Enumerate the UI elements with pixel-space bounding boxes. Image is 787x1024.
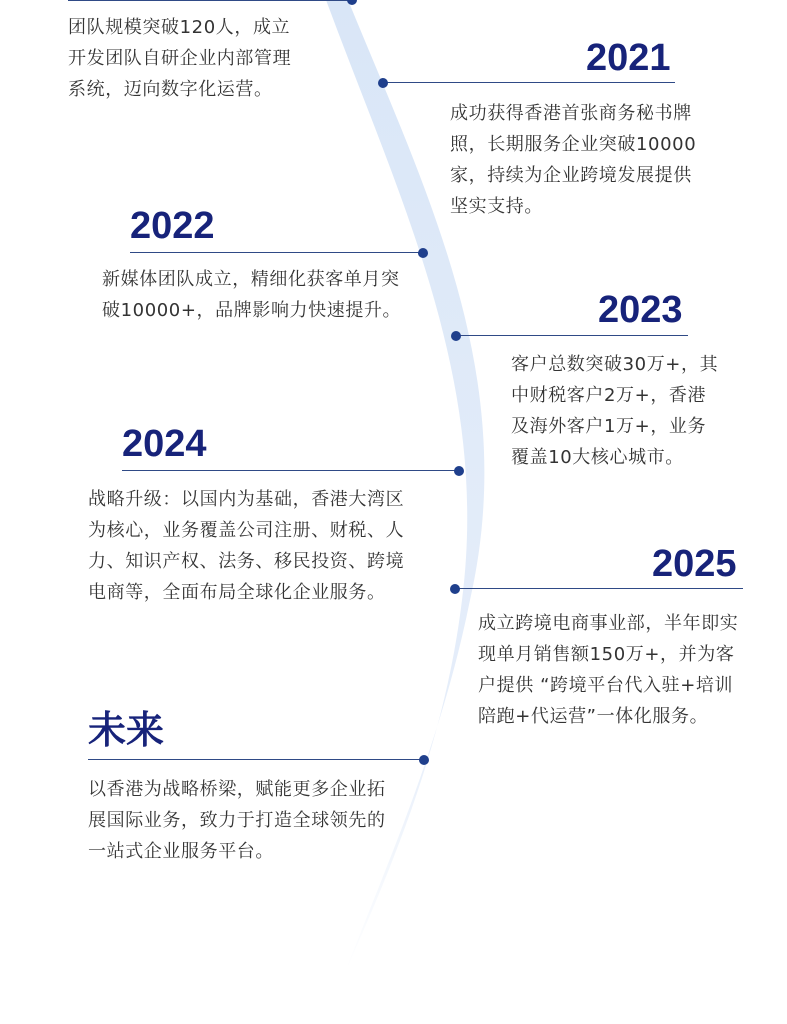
timeline-dot-future	[419, 755, 429, 765]
year-2025: 2025	[652, 543, 737, 585]
timeline-dot-2025	[450, 584, 460, 594]
timeline-rule-2021	[384, 82, 675, 83]
timeline-dot-2024	[454, 466, 464, 476]
timeline-dot-2021	[378, 78, 388, 88]
timeline-rule-future	[88, 759, 424, 760]
timeline-rule-2022	[130, 252, 423, 253]
timeline-rule-0	[68, 0, 352, 1]
timeline-rule-2024	[122, 470, 459, 471]
timeline-desc-0: 团队规模突破120人，成立开发团队自研企业内部管理系统，迈向数字化运营。	[68, 17, 292, 100]
year-2024: 2024	[122, 423, 207, 465]
timeline-rule-2023	[456, 335, 688, 336]
year-2021: 2021	[586, 37, 671, 79]
timeline-desc-future: 以香港为战略桥梁，赋能更多企业拓展国际业务，致力于打造全球领先的一站式企业服务平台。	[88, 779, 386, 862]
year-future: 未来	[88, 710, 165, 752]
timeline-dot-2023	[451, 331, 461, 341]
timeline-desc-2024: 战略升级：以国内为基础，香港大湾区为核心，业务覆盖公司注册、财税、人力、知识产权、法务、移民投资、跨境电商等，全面布局全球化企业服务。	[88, 489, 405, 603]
year-2023: 2023	[598, 289, 683, 331]
timeline-rule-2025	[455, 588, 743, 589]
timeline-dot-2022	[418, 248, 428, 258]
timeline-desc-2025: 成立跨境电商事业部，半年即实现单月销售额150万+，并为客户提供 “跨境平台代入驻+培训陪跑+代运营”一体化服务。	[478, 613, 739, 727]
timeline-desc-2022: 新媒体团队成立，精细化获客单月突破10000+，品牌影响力快速提升。	[102, 269, 402, 321]
year-2022: 2022	[130, 205, 215, 247]
timeline-desc-2023: 客户总数突破30万+，其中财税客户2万+，香港及海外客户1万+，业务覆盖10大核心城市。	[511, 354, 719, 468]
timeline-desc-2021: 成功获得香港首张商务秘书牌照，长期服务企业突破10000家，持续为企业跨境发展提供坚实支持。	[450, 103, 697, 217]
